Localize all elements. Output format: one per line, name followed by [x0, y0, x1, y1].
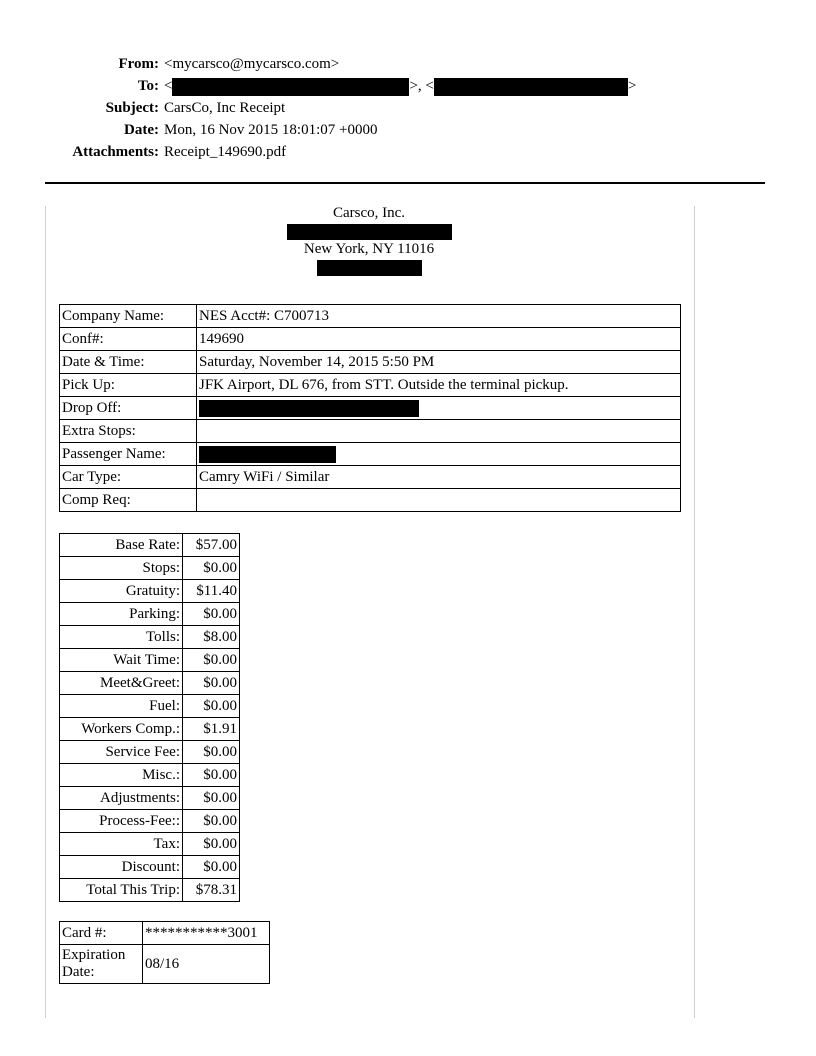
- charge-label: Total This Trip:: [60, 879, 183, 902]
- charge-label: Adjustments:: [60, 787, 183, 810]
- charge-amount: $57.00: [183, 534, 240, 557]
- expiration-label: [60, 945, 143, 984]
- table-row: [60, 741, 240, 764]
- table-row: [60, 695, 240, 718]
- charge-label: Service Fee:: [60, 741, 183, 764]
- table-row: [60, 856, 240, 879]
- company-phone-redacted: [45, 258, 693, 276]
- card-label: Card #:: [60, 922, 143, 945]
- charge-label: Misc.:: [60, 764, 183, 787]
- subject-value: CarsCo, Inc Receipt: [164, 100, 286, 116]
- field-label: Extra Stops:: [60, 420, 197, 443]
- charge-amount: $0.00: [183, 856, 240, 879]
- table-row: [60, 305, 681, 328]
- from-row: [0, 53, 816, 75]
- charge-amount: $0.00: [183, 787, 240, 810]
- date-label: Date:: [124, 122, 159, 138]
- payment-table: [59, 921, 270, 984]
- charge-amount: $78.31: [183, 879, 240, 902]
- charge-label: Stops:: [60, 557, 183, 580]
- charge-amount: $0.00: [183, 741, 240, 764]
- table-row: [60, 787, 240, 810]
- to-value: [164, 75, 636, 97]
- date-row: [0, 119, 816, 141]
- field-value: [197, 397, 681, 420]
- table-row: [60, 833, 240, 856]
- field-label: Drop Off:: [60, 397, 197, 420]
- table-row: [60, 466, 681, 489]
- charge-label: Discount:: [60, 856, 183, 879]
- table-row: [60, 580, 240, 603]
- field-label: Date & Time:: [60, 351, 197, 374]
- field-label: Passenger Name:: [60, 443, 197, 466]
- subject-label: Subject:: [105, 100, 159, 116]
- charge-label: Tax:: [60, 833, 183, 856]
- company-city: New York, NY 11016: [303, 241, 435, 257]
- charge-amount: $0.00: [183, 695, 240, 718]
- table-row: [60, 351, 681, 374]
- charge-label: Fuel:: [60, 695, 183, 718]
- field-label: Pick Up:: [60, 374, 197, 397]
- field-value: [197, 420, 681, 443]
- charge-label: Parking:: [60, 603, 183, 626]
- table-row: [60, 945, 270, 984]
- field-label: Car Type:: [60, 466, 197, 489]
- card-value: ***********3001: [143, 922, 270, 945]
- field-value: NES Acct#: C700713: [197, 305, 681, 328]
- field-value: [197, 443, 681, 466]
- table-row: [60, 534, 240, 557]
- table-row: [60, 443, 681, 466]
- expiration-label-line: Expiration: [62, 947, 126, 963]
- to-bracket: >: [627, 78, 637, 94]
- charge-amount: $1.91: [183, 718, 240, 741]
- charge-label: Workers Comp.:: [60, 718, 183, 741]
- charge-amount: $0.00: [183, 672, 240, 695]
- charges-table: [59, 533, 240, 902]
- attachments-label: Attachments:: [72, 144, 159, 160]
- charge-label: Gratuity:: [60, 580, 183, 603]
- table-row: [60, 397, 681, 420]
- to-row: [0, 75, 816, 97]
- redaction-block: [317, 260, 422, 276]
- charge-amount: $0.00: [183, 833, 240, 856]
- table-row: [60, 922, 270, 945]
- charge-amount: $0.00: [183, 603, 240, 626]
- charge-amount: $8.00: [183, 626, 240, 649]
- to-bracket: <: [164, 78, 173, 94]
- table-row: [60, 626, 240, 649]
- charge-label: Meet&Greet:: [60, 672, 183, 695]
- charge-amount: $11.40: [183, 580, 240, 603]
- attachments-row: [0, 141, 816, 163]
- field-value: Saturday, November 14, 2015 5:50 PM: [197, 351, 681, 374]
- field-value: 149690: [197, 328, 681, 351]
- redaction-block: [199, 400, 419, 417]
- table-row: [60, 489, 681, 512]
- table-row: [60, 603, 240, 626]
- charge-label: Wait Time:: [60, 649, 183, 672]
- table-row: [60, 718, 240, 741]
- expiration-label-line: Date:: [62, 964, 95, 980]
- date-value: Mon, 16 Nov 2015 18:01:07 +0000: [164, 122, 378, 138]
- email-header: [0, 53, 816, 163]
- redaction-block: [434, 78, 628, 96]
- table-row: [60, 672, 240, 695]
- header-divider: [45, 182, 765, 184]
- field-value: [197, 489, 681, 512]
- company-block: [45, 204, 693, 276]
- field-label: Company Name:: [60, 305, 197, 328]
- field-label: Comp Req:: [60, 489, 197, 512]
- field-value: Camry WiFi / Similar: [197, 466, 681, 489]
- table-row: [60, 810, 240, 833]
- field-value: JFK Airport, DL 676, from STT. Outside the terminal pickup.: [197, 374, 681, 397]
- table-row: [60, 374, 681, 397]
- redaction-block: [199, 446, 336, 463]
- charge-label: Tolls:: [60, 626, 183, 649]
- from-label: From:: [118, 56, 159, 72]
- to-separator: >, <: [409, 78, 434, 94]
- redaction-block: [287, 224, 452, 240]
- charge-label: Base Rate:: [60, 534, 183, 557]
- from-value: <mycarsco@mycarsco.com>: [164, 56, 340, 72]
- attachment-link[interactable]: Receipt_149690.pdf: [164, 144, 287, 160]
- table-row: [60, 557, 240, 580]
- charge-amount: $0.00: [183, 649, 240, 672]
- field-label: Conf#:: [60, 328, 197, 351]
- table-row: [60, 420, 681, 443]
- table-row: [60, 328, 681, 351]
- table-row: [60, 649, 240, 672]
- table-row: [60, 879, 240, 902]
- expiration-value: 08/16: [143, 945, 270, 984]
- redaction-block: [172, 78, 409, 96]
- charge-amount: $0.00: [183, 557, 240, 580]
- company-address-redacted: [45, 222, 693, 240]
- charge-label: Process-Fee::: [60, 810, 183, 833]
- trip-details-table: [59, 304, 681, 512]
- subject-row: [0, 97, 816, 119]
- company-name: Carsco, Inc.: [332, 205, 406, 221]
- to-label: To:: [137, 78, 159, 94]
- charge-amount: $0.00: [183, 810, 240, 833]
- table-row: [60, 764, 240, 787]
- charge-amount: $0.00: [183, 764, 240, 787]
